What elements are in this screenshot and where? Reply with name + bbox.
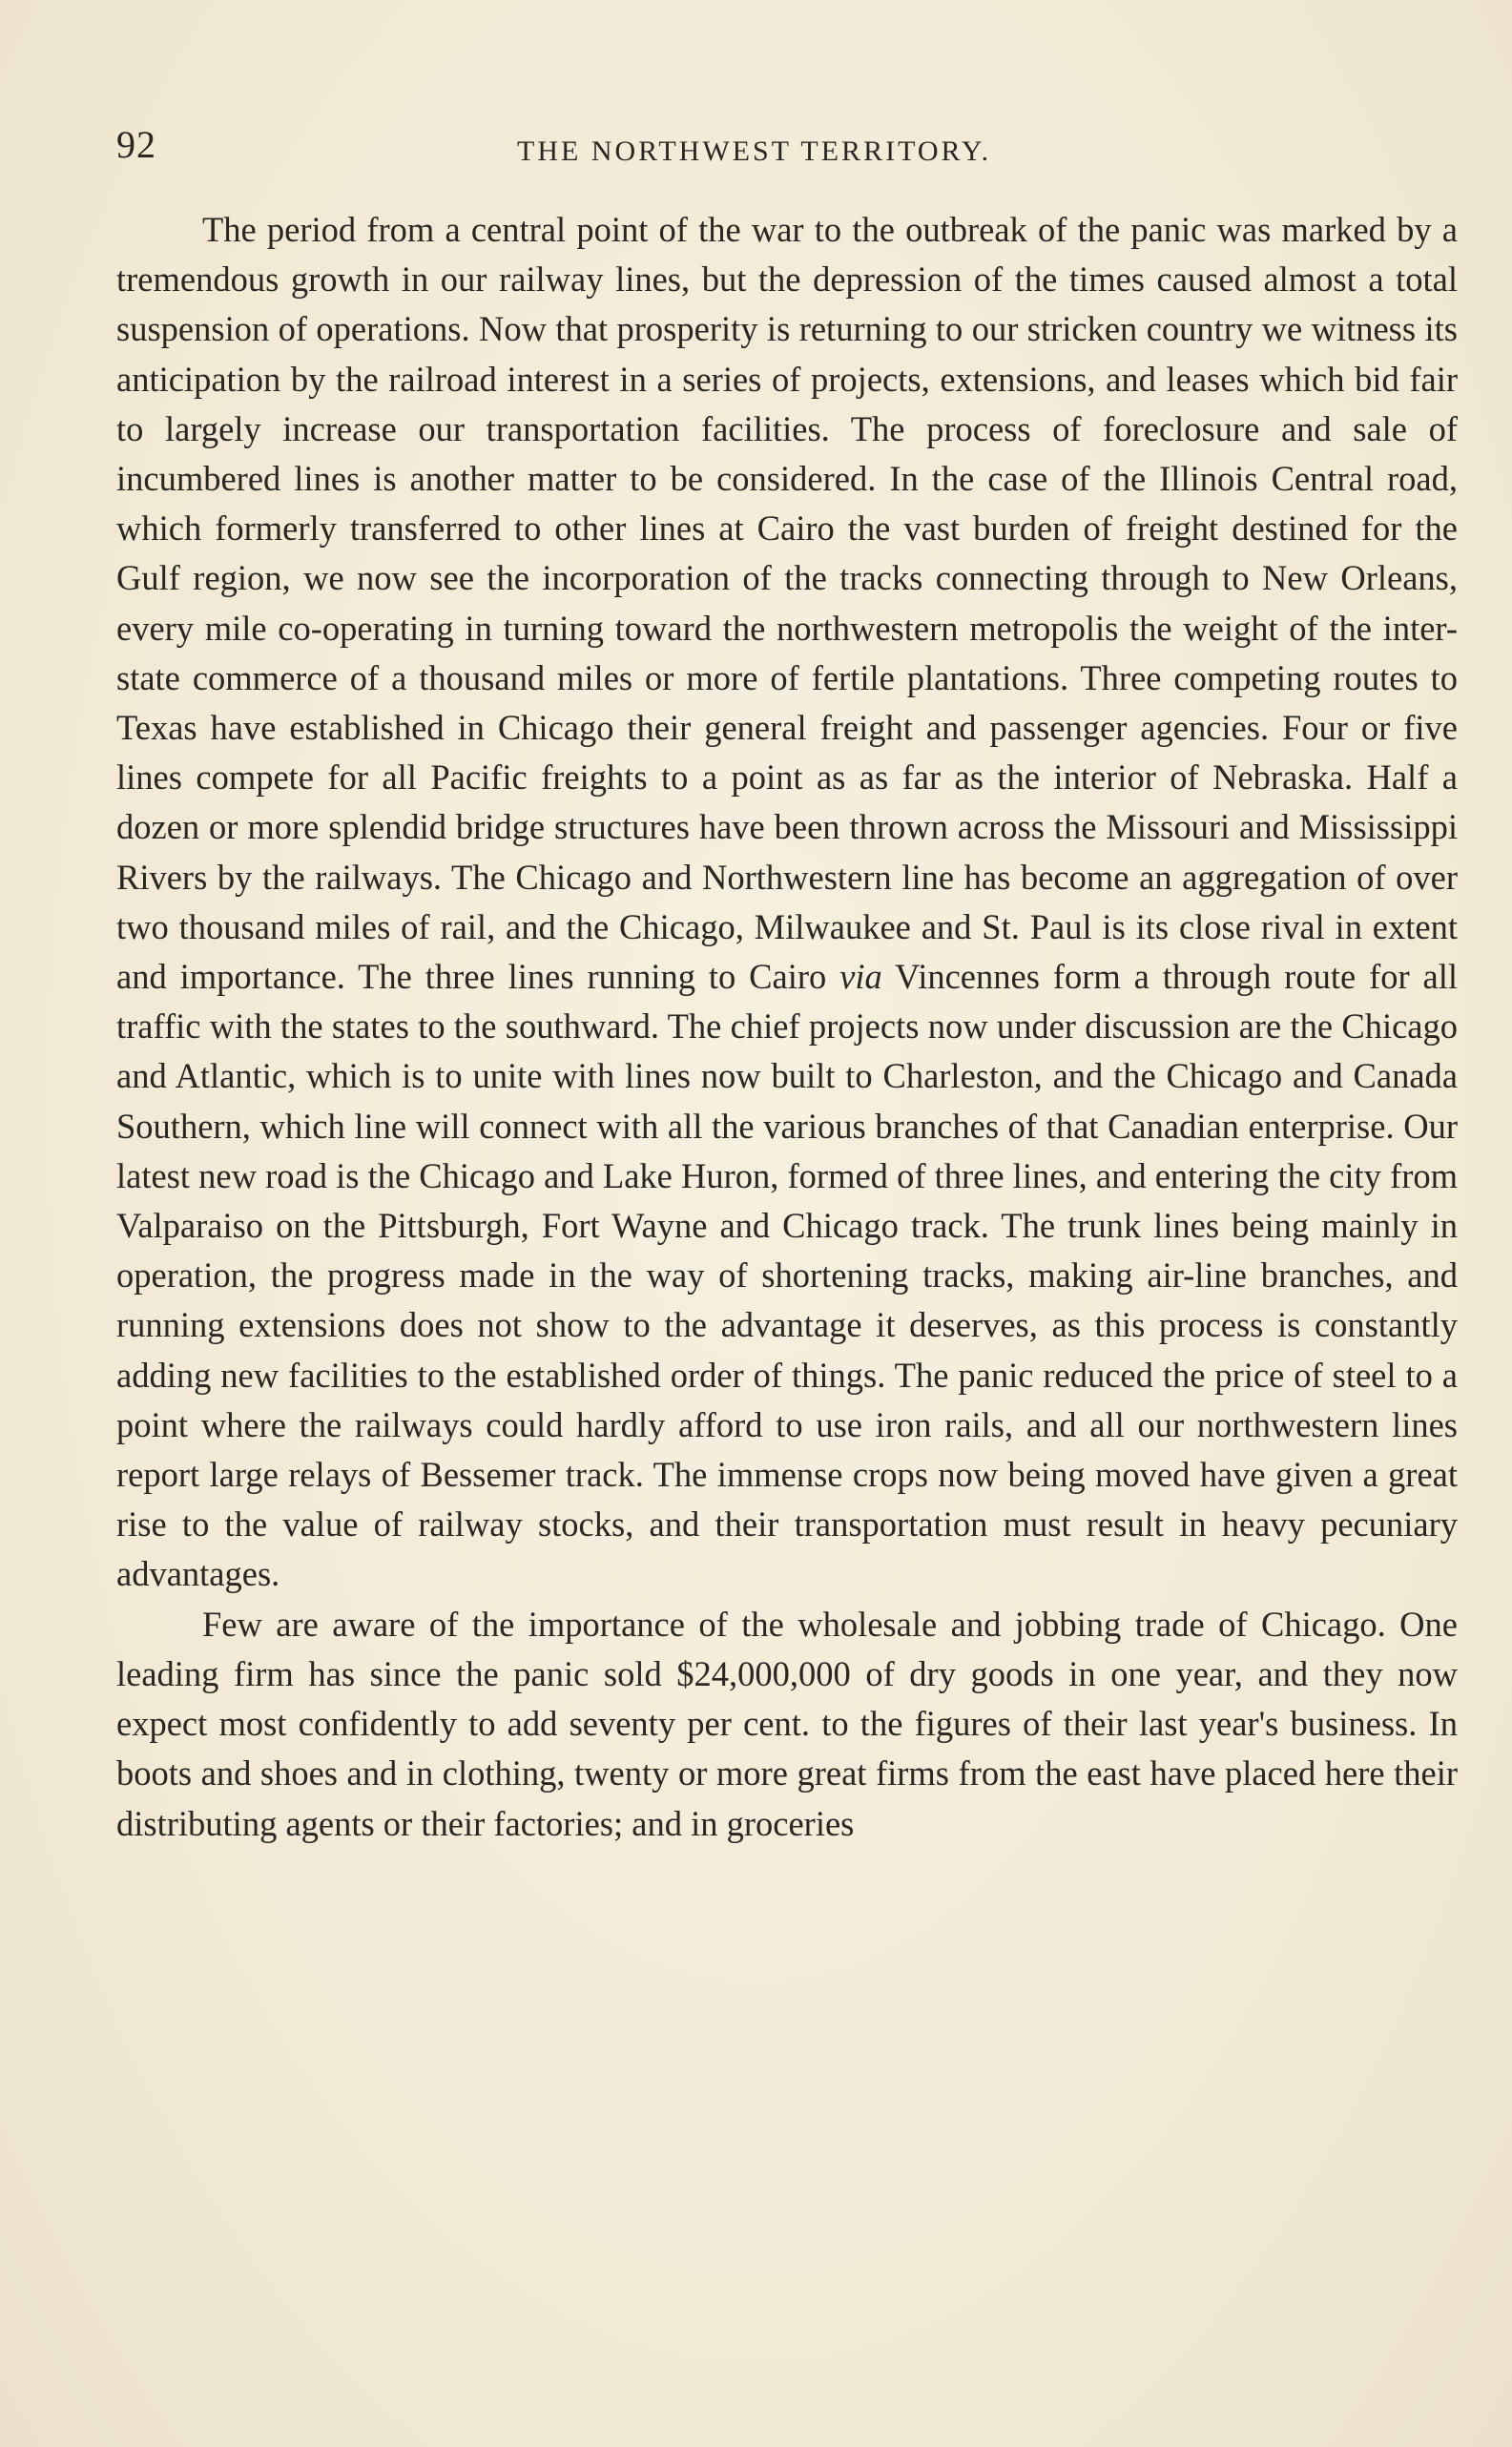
paragraph-wholesale-trade	[116, 1600, 1458, 1849]
italic-word: via	[839, 957, 882, 997]
page-number: 92	[116, 123, 156, 166]
paragraph-railways	[116, 205, 1458, 1600]
running-head	[116, 122, 1452, 179]
running-title: THE NORTHWEST TERRITORY.	[517, 135, 992, 167]
paragraph-text: The period from a central point of the war to the outbreak of the panic was marked by a tremendous growth in our railway lines, but the depression of the times caused almost a total suspension of operations. Now that prosperity is returning to our stricken country we witness its anticipation by the railroad interest in a series of projects, extensions, and leases which bid fair to largely increase our transportation facilities. The process of foreclosure and sale of incumbered lines is another matter to be considered. In the case of the Illinois Central road, which formerly transferred to other lines at Cairo the vast burden of freight destined for the Gulf region, we now see the incorporation of the tracks connecting through to New Orleans, every mile co-operating in turning toward the northwestern metropolis the weight of the inter-state commerce of a thousand miles or more of fertile plantations. Three competing routes to Texas have established in Chicago their general freight and passenger agencies. Four or five lines compete for all Pacific freights to a point as as far as the interior of Nebraska. Half a dozen or more splendid bridge structures have been thrown across the Missouri and Mississippi Rivers by the railways. The Chicago and Northwestern line has become an aggregation of over two thousand miles of rail, and the Chicago, Milwaukee and St. Paul is its close rival in extent and importance. The three lines running to Cairo	[116, 210, 1458, 997]
paragraph-text: Few are aware of the importance of the wholesale and jobbing trade of Chicago. One leading firm has since the panic sold $24,000,000 of dry goods in one year, and they now expect most confidently to add seventy per cent. to the figures of their last year's business. In boots and shoes and in clothing, twenty or more great firms from the east have placed here their distributing agents or their factories; and in groceries	[116, 1604, 1458, 1843]
paragraph-text: Vincennes form a through route for all traffic with the states to the southward. The chief projects now under discussion are the Chicago and Atlantic, which is to unite with lines now built to Charleston, and the Chicago and Canada Southern, which line will connect with all the various branches of that Canadian enterprise. Our latest new road is the Chicago and Lake Huron, formed of three lines, and entering the city from Valparaiso on the Pittsburgh, Fort Wayne and Chicago track. The trunk lines being mainly in operation, the progress made in the way of shortening tracks, making air-line branches, and running extensions does not show to the advantage it deserves, as this process is constantly adding new facilities to the established order of things. The panic reduced the price of steel to a point where the railways could hardly afford to use iron rails, and all our northwestern lines report large relays of Bessemer track. The immense crops now being moved have given a great rise to the value of railway stocks, and their transportation must result in heavy pecuniary advantages.	[116, 957, 1459, 1594]
body-text	[116, 205, 1458, 1849]
